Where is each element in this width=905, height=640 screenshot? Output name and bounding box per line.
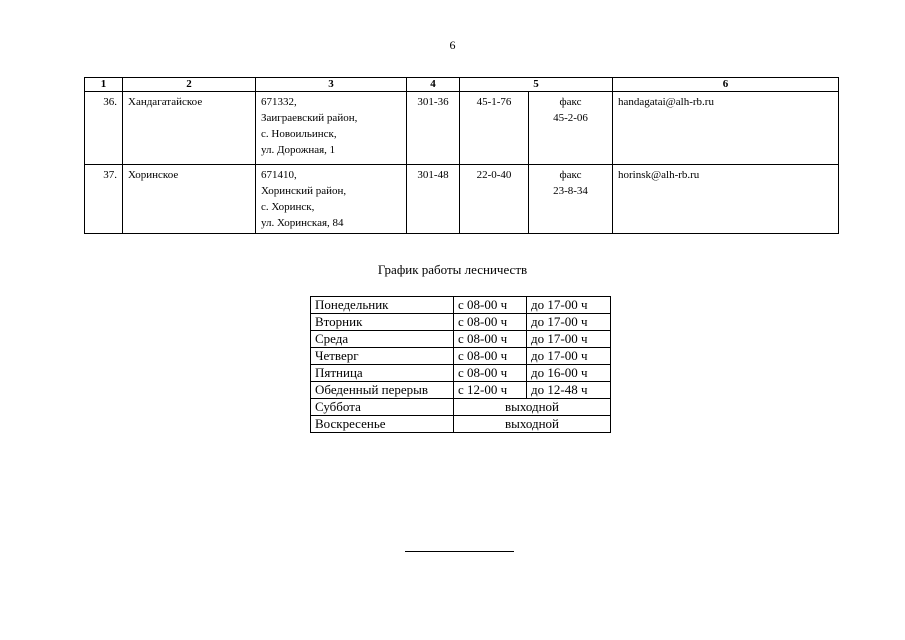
phone-number: 45-1-76 bbox=[460, 92, 529, 165]
email-cell: handagatai@alh-rb.ru bbox=[613, 92, 839, 165]
address-line: с. Хоринск, bbox=[261, 201, 315, 213]
page-number: 6 bbox=[449, 38, 456, 52]
schedule-from: с 08-00 ч bbox=[454, 297, 527, 314]
schedule-to: до 12-48 ч bbox=[527, 382, 611, 399]
schedule-row bbox=[311, 314, 611, 331]
fax-cell bbox=[529, 92, 613, 165]
column-header: 1 bbox=[85, 78, 123, 92]
fax-number: 45-2-06 bbox=[553, 112, 588, 124]
fax-number: 23-8-34 bbox=[553, 185, 588, 197]
address-cell bbox=[256, 92, 407, 165]
schedule-to: до 17-00 ч bbox=[527, 297, 611, 314]
fax-label: факс bbox=[559, 96, 582, 108]
table-row bbox=[85, 92, 839, 165]
schedule-row bbox=[311, 365, 611, 382]
forestry-name: Хандагатайское bbox=[123, 92, 256, 165]
column-header: 6 bbox=[613, 78, 839, 92]
column-header: 4 bbox=[407, 78, 460, 92]
table-row bbox=[85, 165, 839, 234]
schedule-row bbox=[311, 399, 611, 416]
fax-label: факс bbox=[559, 169, 582, 181]
schedule-from: с 12-00 ч bbox=[454, 382, 527, 399]
footer-rule bbox=[405, 551, 514, 552]
schedule-row bbox=[311, 416, 611, 433]
schedule-to: до 17-00 ч bbox=[527, 348, 611, 365]
address-line: 671410, bbox=[261, 169, 297, 181]
address-line: Хоринский район, bbox=[261, 185, 347, 197]
schedule-day: Суббота bbox=[311, 399, 454, 416]
forestry-name: Хоринское bbox=[123, 165, 256, 234]
schedule-row bbox=[311, 348, 611, 365]
fax-cell bbox=[529, 165, 613, 234]
address-line: с. Новоильинск, bbox=[261, 128, 337, 140]
schedule-table bbox=[310, 296, 611, 433]
row-number: 37. bbox=[85, 165, 123, 234]
column-header: 5 bbox=[460, 78, 613, 92]
phone-number: 22-0-40 bbox=[460, 165, 529, 234]
schedule-to: до 16-00 ч bbox=[527, 365, 611, 382]
schedule-day: Воскресенье bbox=[311, 416, 454, 433]
schedule-from: с 08-00 ч bbox=[454, 314, 527, 331]
table-header-row bbox=[85, 78, 839, 92]
column-header: 3 bbox=[256, 78, 407, 92]
schedule-day: Вторник bbox=[311, 314, 454, 331]
schedule-day: Обеденный перерыв bbox=[311, 382, 454, 399]
address-line: ул. Хоринская, 84 bbox=[261, 217, 344, 229]
address-line: Заиграевский район, bbox=[261, 112, 358, 124]
schedule-status: выходной bbox=[454, 416, 611, 433]
schedule-day: Понедельник bbox=[311, 297, 454, 314]
schedule-title: График работы лесничеств bbox=[377, 262, 528, 277]
address-cell bbox=[256, 165, 407, 234]
phone-code: 301-36 bbox=[407, 92, 460, 165]
schedule-from: с 08-00 ч bbox=[454, 331, 527, 348]
schedule-row bbox=[311, 331, 611, 348]
column-header: 2 bbox=[123, 78, 256, 92]
phone-code: 301-48 bbox=[407, 165, 460, 234]
row-number: 36. bbox=[85, 92, 123, 165]
address-line: 671332, bbox=[261, 96, 297, 108]
address-line: ул. Дорожная, 1 bbox=[261, 144, 336, 156]
schedule-to: до 17-00 ч bbox=[527, 314, 611, 331]
schedule-from: с 08-00 ч bbox=[454, 365, 527, 382]
schedule-day: Среда bbox=[311, 331, 454, 348]
schedule-to: до 17-00 ч bbox=[527, 331, 611, 348]
email-cell: horinsk@alh-rb.ru bbox=[613, 165, 839, 234]
schedule-status: выходной bbox=[454, 399, 611, 416]
forestry-contacts-table bbox=[84, 77, 839, 234]
schedule-day: Пятница bbox=[311, 365, 454, 382]
schedule-from: с 08-00 ч bbox=[454, 348, 527, 365]
schedule-row bbox=[311, 297, 611, 314]
schedule-row bbox=[311, 382, 611, 399]
schedule-day: Четверг bbox=[311, 348, 454, 365]
